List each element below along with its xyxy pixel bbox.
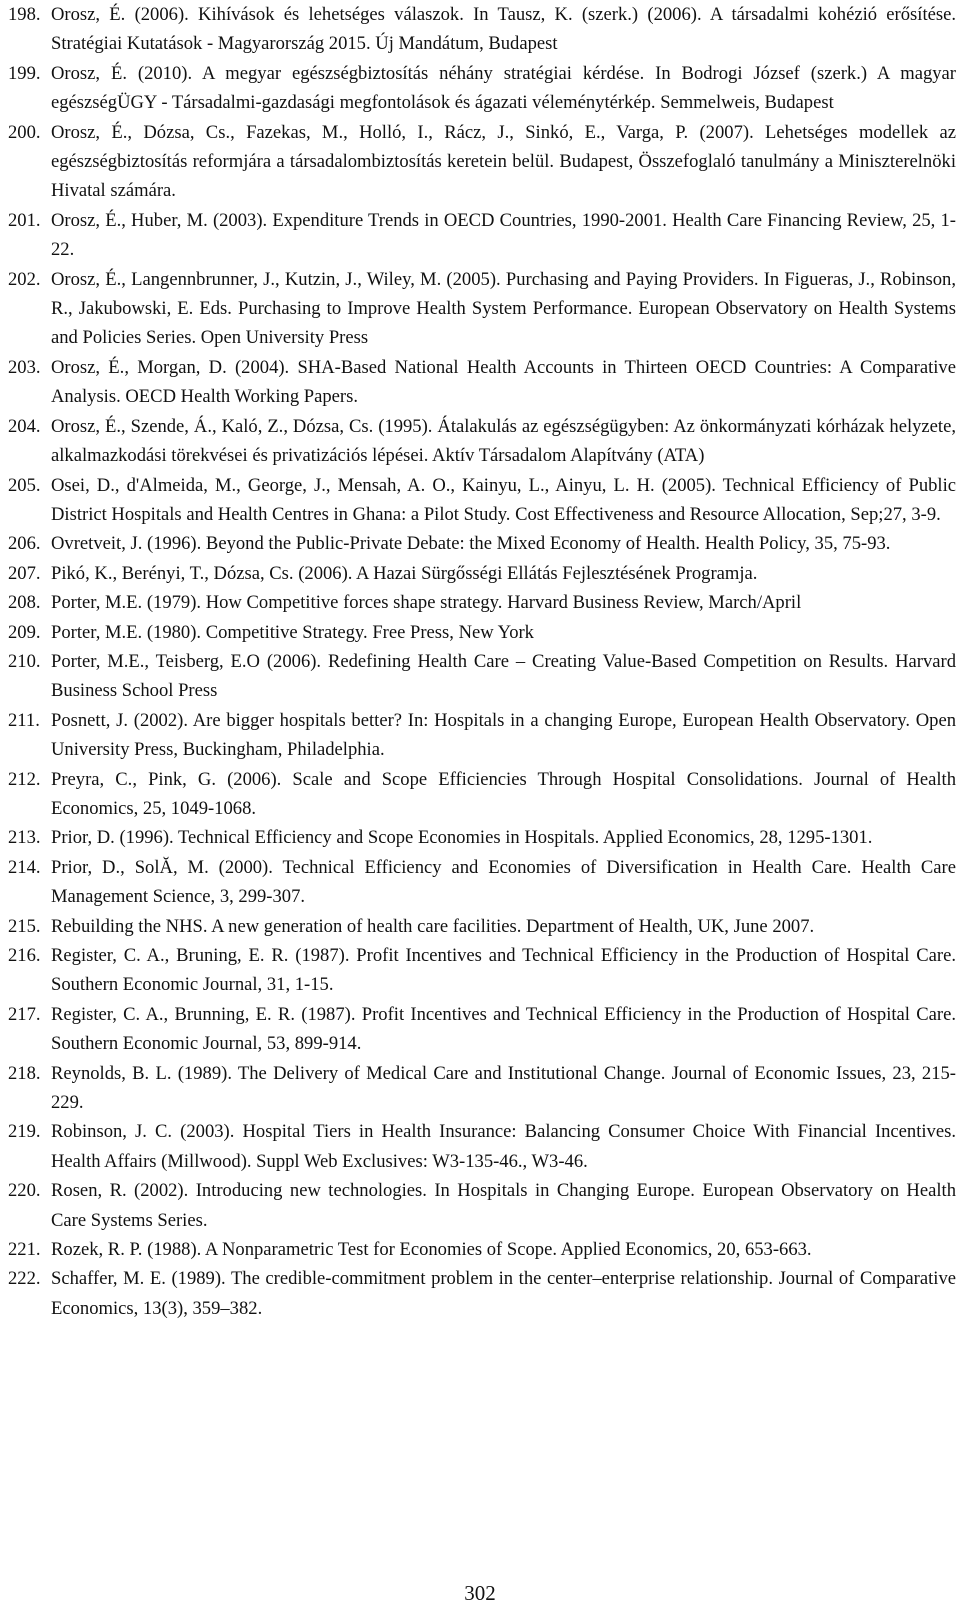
reference-number: 216. — [8, 945, 41, 966]
reference-text: Porter, M.E., Teisberg, E.O (2006). Redefining Health Care – Creating Value-Based Competition on Results. Harvard Business School Press — [51, 650, 956, 702]
reference-number: 218. — [8, 1062, 41, 1084]
reference-number: 200. — [8, 121, 41, 143]
reference-entry — [8, 618, 956, 647]
reference-entry — [8, 588, 956, 617]
reference-entry — [8, 0, 956, 59]
reference-number: 211. — [8, 709, 40, 731]
reference-number: 214. — [8, 856, 41, 878]
reference-text: Register, C. A., Brunning, E. R. (1987). Profit Incentives and Technical Efficiency in the Production of Hospital Care. Southern Economic Journal, 53, 899-914. — [51, 1003, 956, 1055]
reference-entry — [8, 559, 956, 588]
reference-number: 207. — [8, 562, 41, 584]
reference-text: Orosz, É., Morgan, D. (2004). SHA-Based National Health Accounts in Thirteen OECD Countries: A Comparative Analysis. OECD Health Working Papers. — [51, 356, 956, 408]
reference-entry — [8, 529, 956, 558]
reference-text: Orosz, É., Dózsa, Cs., Fazekas, M., Holló, I., Rácz, J., Sinkó, E., Varga, P. (2007). Lehetséges modellek az egészségbiztosítás reformjára a társadalombiztosítás keretein belül. Budapest, Összefoglaló tanulmány a Miniszterelnöki Hivatal számára. — [51, 121, 956, 202]
reference-text: Orosz, É., Langennbrunner, J., Kutzin, J., Wiley, M. (2005). Purchasing and Paying Providers. In Figueras, J., Robinson, R., Jakubowski, E. Eds. Purchasing to Improve Health System Performance. European Observatory on Health Systems and Policies Series. Open University Press — [51, 268, 956, 349]
reference-number: 205. — [8, 474, 41, 496]
reference-number: 210. — [8, 650, 41, 672]
reference-entry — [8, 765, 956, 824]
reference-entry — [8, 265, 956, 353]
reference-number: 212. — [8, 768, 41, 790]
reference-number: 219. — [8, 1121, 41, 1143]
reference-entry — [8, 353, 956, 412]
reference-text: Schaffer, M. E. (1989). The credible-commitment problem in the center–enterprise relationship. Journal of Comparative Economics, 13(3), 359–382. — [51, 1268, 956, 1319]
reference-entry — [8, 206, 956, 265]
reference-entry — [8, 1059, 956, 1118]
reference-entry — [8, 912, 956, 941]
reference-entry — [8, 706, 956, 765]
reference-number: 208. — [8, 592, 41, 614]
reference-text: Posnett, J. (2002). Are bigger hospitals better? In: Hospitals in a changing Europe, European Health Observatory. Open University Press, Buckingham, Philadelphia. — [51, 709, 956, 761]
reference-entry — [8, 1176, 956, 1235]
reference-entry — [8, 823, 956, 852]
reference-entry — [8, 1264, 956, 1323]
reference-number: 213. — [8, 827, 41, 849]
reference-number: 199. — [8, 62, 41, 84]
reference-text: Preyra, C., Pink, G. (2006). Scale and Scope Efficiencies Through Hospital Consolidations. Journal of Health Economics, 25, 1049-1068. — [51, 768, 956, 819]
reference-text: Ovretveit, J. (1996). Beyond the Public-Private Debate: the Mixed Economy of Health. Health Policy, 35, 75-93. — [51, 533, 891, 555]
reference-number: 206. — [8, 533, 41, 555]
reference-number: 198. — [8, 4, 41, 25]
reference-number: 222. — [8, 1268, 41, 1290]
reference-number: 201. — [8, 209, 41, 231]
reference-entry — [8, 118, 956, 206]
reference-number: 202. — [8, 268, 41, 290]
reference-number: 220. — [8, 1180, 41, 1202]
reference-number: 203. — [8, 356, 41, 378]
reference-entry — [8, 941, 956, 1000]
page-number: 302 — [464, 1581, 496, 1605]
reference-text: Register, C. A., Bruning, E. R. (1987). Profit Incentives and Technical Efficiency in the Production of Hospital Care. Southern Economic Journal, 31, 1-15. — [51, 945, 956, 996]
reference-entry — [8, 59, 956, 118]
reference-text: Orosz, É. (2006). Kihívások és lehetséges válaszok. In Tausz, K. (szerk.) (2006). A társadalmi kohézió erősítése. Stratégiai Kutatások - Magyarország 2015. Új Mandátum, Budapest — [51, 4, 956, 55]
reference-list — [8, 0, 956, 1323]
reference-text: Reynolds, B. L. (1989). The Delivery of Medical Care and Institutional Change. Journal of Economic Issues, 23, 215-229. — [51, 1062, 956, 1114]
reference-text: Rebuilding the NHS. A new generation of health care facilities. Department of Health, UK, June 2007. — [51, 915, 815, 937]
reference-number: 221. — [8, 1239, 41, 1261]
reference-text: Porter, M.E. (1979). How Competitive forces shape strategy. Harvard Business Review, March/April — [51, 592, 802, 614]
reference-entry — [8, 412, 956, 471]
reference-entry — [8, 1235, 956, 1264]
reference-entry — [8, 647, 956, 706]
reference-text: Porter, M.E. (1980). Competitive Strategy. Free Press, New York — [51, 621, 534, 643]
reference-number: 209. — [8, 621, 41, 643]
reference-text: Pikó, K., Berényi, T., Dózsa, Cs. (2006). A Hazai Sürgősségi Ellátás Fejlesztésének Programja. — [51, 562, 758, 584]
reference-entry — [8, 1000, 956, 1059]
reference-text: Orosz, É., Szende, Á., Kaló, Z., Dózsa, Cs. (1995). Átalakulás az egészségügyben: Az önkormányzati kórházak helyzete, alkalmazkodási törekvései és privatizációs lépései. Aktív Társadalom Alapítvány (ATA) — [51, 415, 956, 467]
reference-text: Rosen, R. (2002). Introducing new technologies. In Hospitals in Changing Europe. European Observatory on Health Care Systems Series. — [51, 1180, 956, 1231]
reference-text: Rozek, R. P. (1988). A Nonparametric Test for Economies of Scope. Applied Economics, 20, 653-663. — [51, 1239, 812, 1261]
reference-number: 204. — [8, 415, 41, 437]
reference-text: Prior, D., SolĂ, M. (2000). Technical Efficiency and Economies of Diversification in Health Care. Health Care Management Science, 3, 299-307. — [51, 856, 956, 908]
reference-text: Osei, D., d'Almeida, M., George, J., Mensah, A. O., Kainyu, L., Ainyu, L. H. (2005). Technical Efficiency of Public District Hospitals and Health Centres in Ghana: a Pilot Study. Cost Effectiveness and Resource Allocation, Sep;27, 3-9. — [51, 474, 956, 525]
reference-text: Orosz, É. (2010). A megyar egészségbiztosítás néhány stratégiai kérdése. In Bodrogi József (szerk.) A magyar egészségÜGY - Társadalmi-gazdasági megfontolások és ágazati véleménytérkép. Semmelweis, Budapest — [51, 62, 956, 114]
reference-text: Robinson, J. C. (2003). Hospital Tiers in Health Insurance: Balancing Consumer Choice With Financial Incentives. Health Affairs (Millwood). Suppl Web Exclusives: W3-135-46., W3-46. — [51, 1121, 956, 1172]
reference-entry — [8, 471, 956, 530]
reference-entry — [8, 1117, 956, 1176]
reference-text: Prior, D. (1996). Technical Efficiency and Scope Economies in Hospitals. Applied Economics, 28, 1295-1301. — [51, 827, 873, 849]
reference-text: Orosz, É., Huber, M. (2003). Expenditure Trends in OECD Countries, 1990-2001. Health Care Financing Review, 25, 1-22. — [51, 209, 956, 261]
reference-number: 215. — [8, 915, 41, 937]
reference-number: 217. — [8, 1003, 41, 1025]
reference-entry — [8, 853, 956, 912]
